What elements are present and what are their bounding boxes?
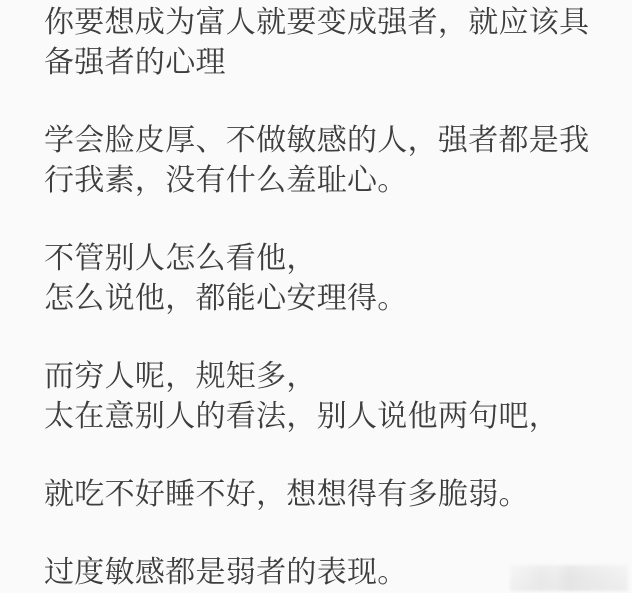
text-line: 太在意别人的看法，别人说他两句吧， bbox=[44, 400, 560, 433]
text-line: 就吃不好睡不好，想想得有多脆弱。 bbox=[44, 478, 529, 511]
paragraph-1 bbox=[44, 3, 632, 83]
paragraph-5 bbox=[44, 475, 632, 515]
text-line: 行我素，没有什么羞耻心。 bbox=[44, 164, 408, 197]
text-line: 不管别人怎么看他， bbox=[44, 242, 317, 275]
paragraph-4 bbox=[44, 357, 632, 437]
text-line: 备强者的心理 bbox=[44, 46, 226, 79]
text-line: 过度敏感都是弱者的表现。 bbox=[44, 556, 408, 589]
text-line: 怎么说他，都能心安理得。 bbox=[44, 282, 408, 315]
text-line: 学会脸皮厚、不做敏感的人，强者都是我 bbox=[44, 124, 590, 157]
paragraph-3 bbox=[44, 239, 632, 319]
blurred-watermark bbox=[510, 565, 628, 591]
text-line: 你要想成为富人就要变成强者，就应该具 bbox=[44, 6, 590, 39]
paragraph-2 bbox=[44, 121, 632, 201]
text-line: 而穷人呢，规矩多， bbox=[44, 360, 317, 393]
